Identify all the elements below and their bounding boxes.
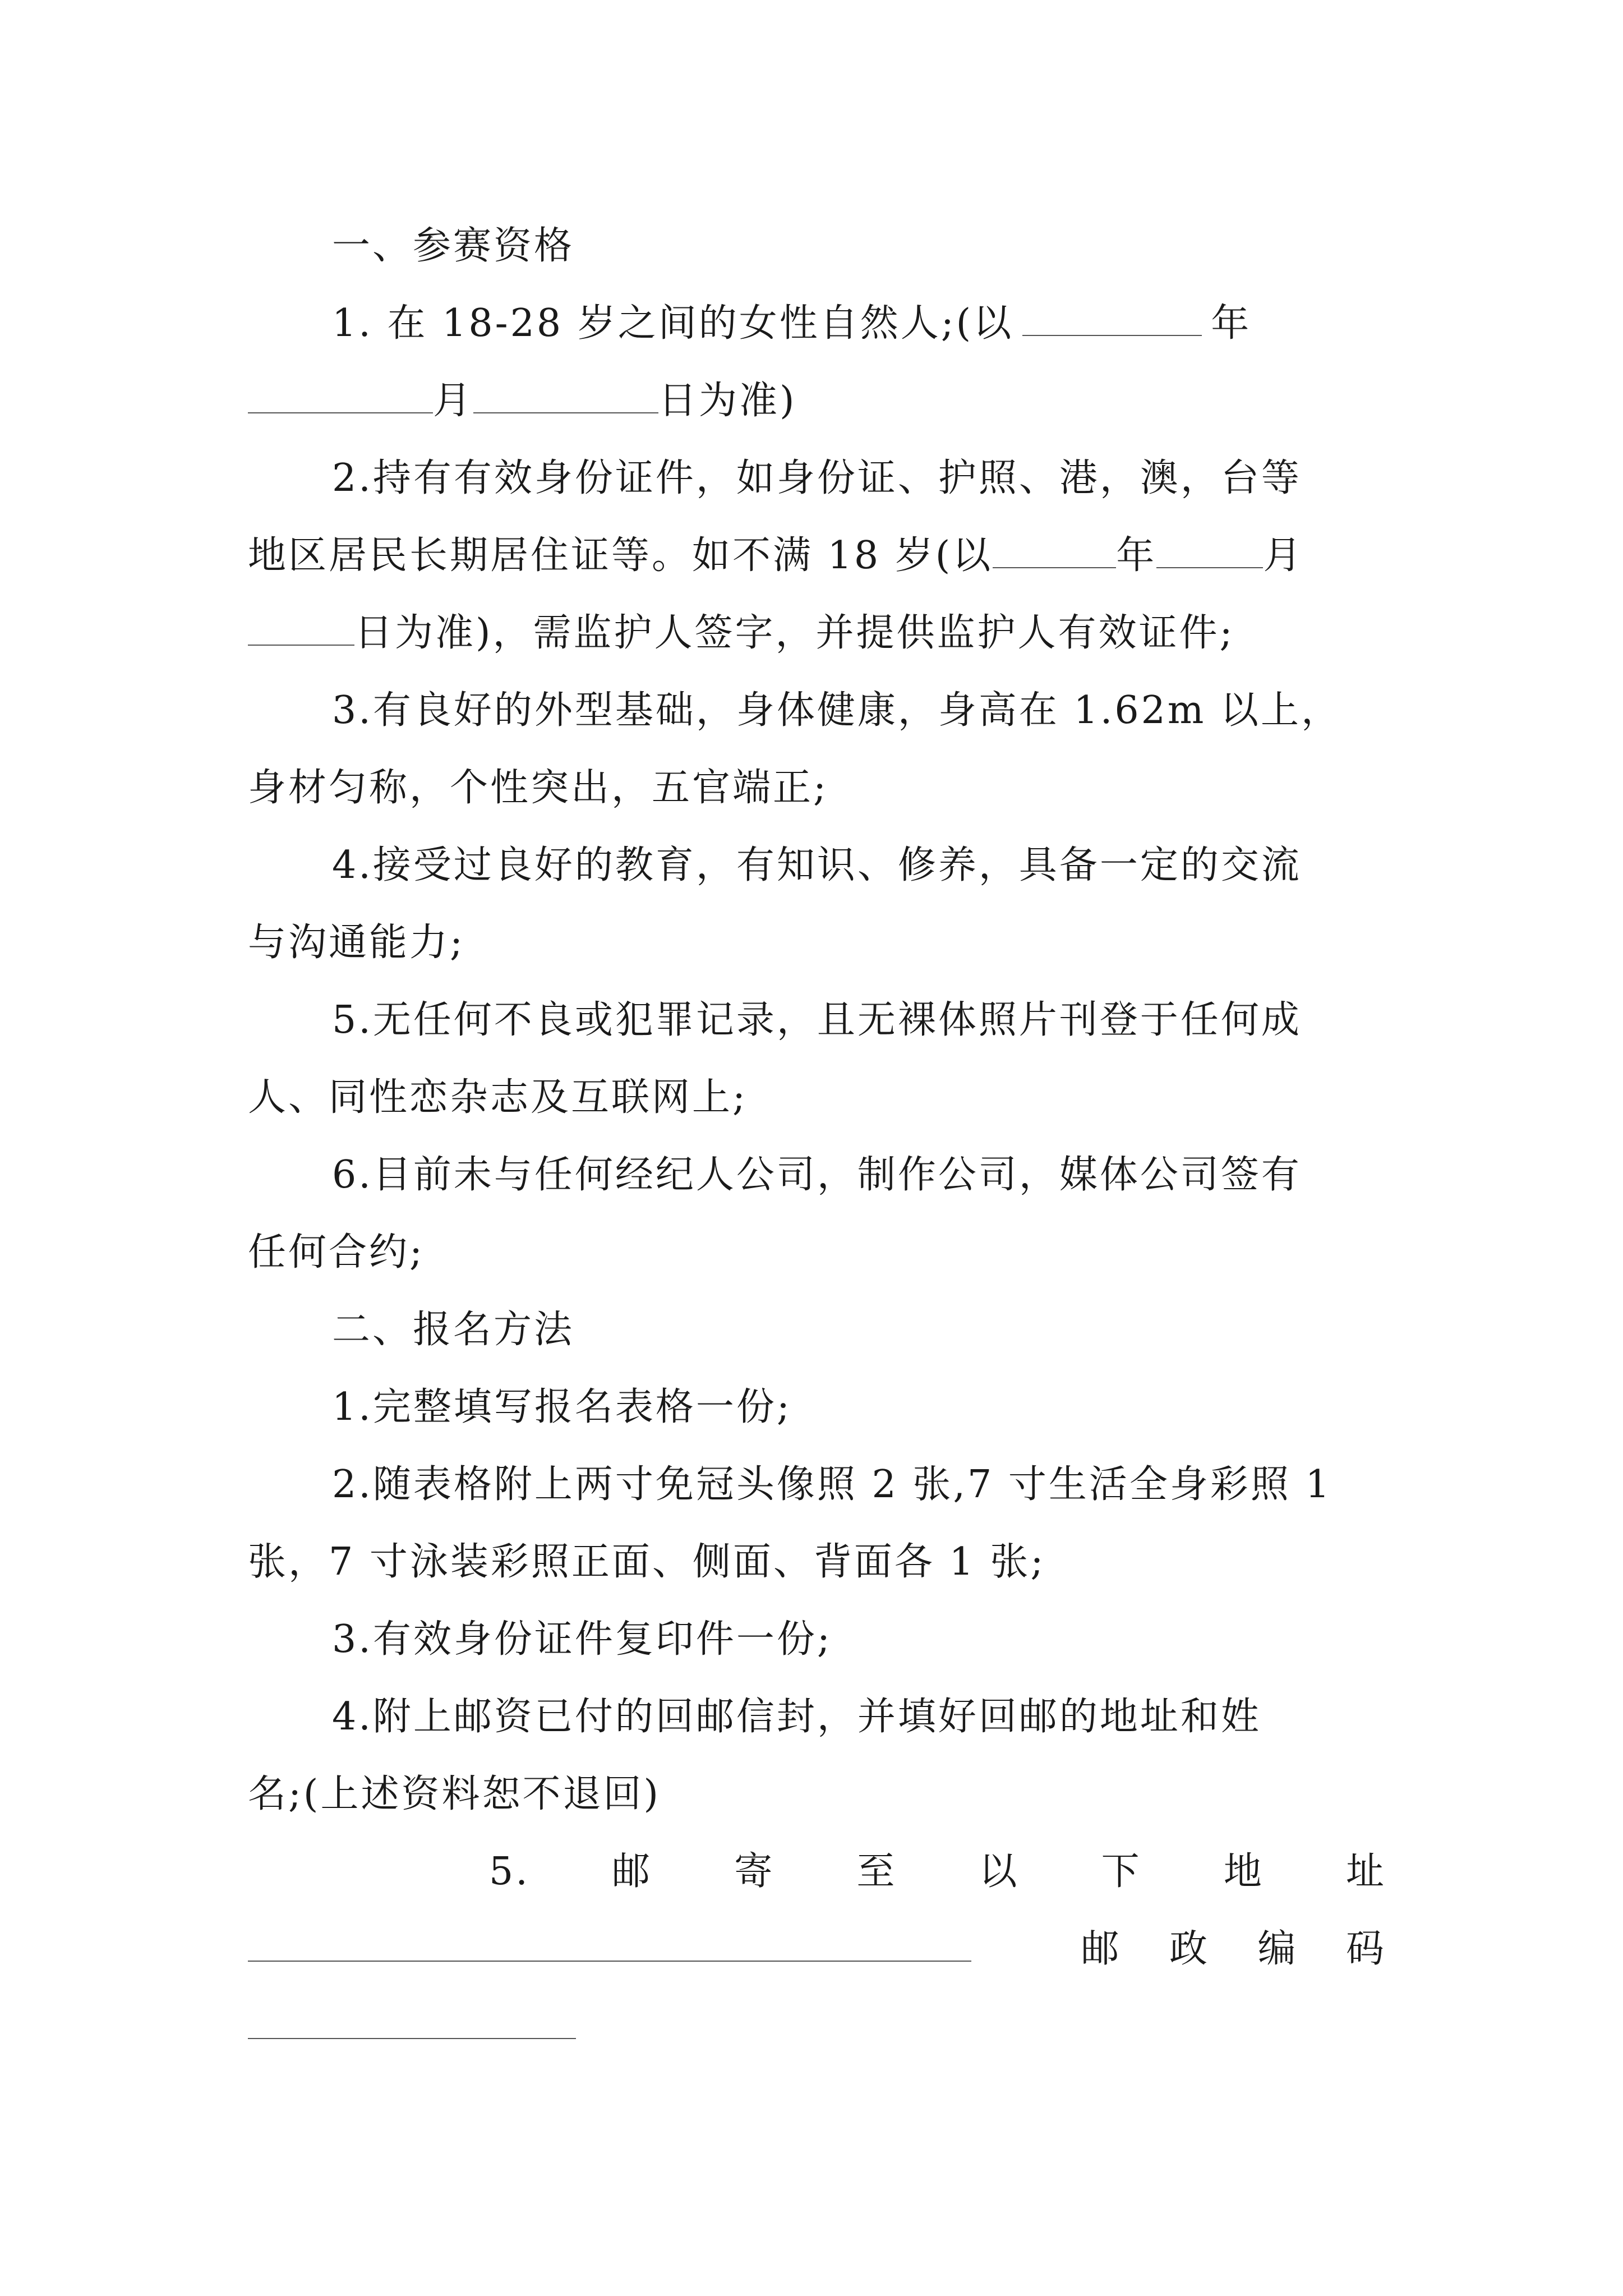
- item2-month-label: 月: [1263, 533, 1304, 578]
- item5-word: 以: [979, 1849, 1020, 1894]
- document-page: [248, 208, 1386, 2065]
- item5-word: 地: [1223, 1849, 1264, 1894]
- item2-line1: 2.持有有效身份证件，如身份证、护照、港，澳，台等: [332, 456, 1302, 500]
- item5-word: 址: [1345, 1849, 1386, 1894]
- item5-word: 寄: [734, 1849, 775, 1894]
- item3-line2: 身材匀称，个性突出，五官端正;: [248, 766, 828, 810]
- item2-line3-text: 日为准)，需监护人签字，并提供监护人有效证件;: [354, 611, 1235, 655]
- postal-word: 邮: [1081, 1927, 1122, 1971]
- item1-line2: [248, 362, 1386, 440]
- section1-heading: 一、参赛资格: [332, 224, 575, 268]
- item5-line2: 人、同性恋杂志及互联网上;: [248, 1075, 748, 1120]
- item2-day-blank[interactable]: [248, 611, 354, 646]
- method-item5-line3: [248, 1988, 1386, 2065]
- item5-word: 邮: [612, 1849, 653, 1894]
- item5-line1: 5.无任何不良或犯罪记录，且无裸体照片刊登于任何成: [332, 998, 1302, 1042]
- method-item2-line2: 张，7 寸泳装彩照正面、侧面、背面各 1 张;: [248, 1540, 1046, 1584]
- item6-line2: 任何合约;: [248, 1230, 425, 1274]
- method-item4-line2: 名;(上述资料恕不退回): [248, 1772, 661, 1816]
- item1-month-blank[interactable]: [248, 379, 433, 413]
- item1-text: 1. 在 18-28 岁之间的女性自然人;(以: [332, 301, 1014, 346]
- item2-text: 地区居民长期居住证等。如不满 18 岁(以: [248, 533, 993, 578]
- method-item4-line1: 4.附上邮资已付的回邮信封，并填好回邮的地址和姓: [332, 1695, 1261, 1739]
- item3-line1: 3.有良好的外型基础，身体健康，身高在 1.62m 以上，: [332, 688, 1341, 733]
- method-item5-line2: [248, 1911, 1386, 1988]
- item2-month-blank[interactable]: [1156, 533, 1263, 568]
- item2-year-blank[interactable]: [993, 533, 1116, 568]
- method-item5-line1: [248, 1833, 1386, 1911]
- item5-word: 至: [856, 1849, 897, 1894]
- item4-line2: 与沟通能力;: [248, 921, 465, 965]
- method-item2-line1: 2.随表格附上两寸免冠头像照 2 张,7 寸生活全身彩照 1: [332, 1462, 1332, 1507]
- item2-line3: [248, 595, 1386, 672]
- method-item3: 3.有效身份证件复印件一份;: [332, 1617, 832, 1662]
- item2-year-label: 年: [1116, 533, 1157, 578]
- item2-line2: [248, 517, 1386, 595]
- method-item1: 1.完整填写报名表格一份;: [332, 1385, 792, 1429]
- postal-word: 编: [1257, 1927, 1298, 1971]
- item1-month-label: 月: [433, 379, 474, 423]
- postal-word: 码: [1345, 1927, 1386, 1971]
- item1-year-label: 年: [1211, 301, 1252, 346]
- address-blank[interactable]: [248, 1927, 971, 1962]
- postal-code-blank[interactable]: [248, 2004, 576, 2039]
- section2-heading: 二、报名方法: [332, 1308, 575, 1352]
- postal-word: 政: [1169, 1927, 1210, 1971]
- item4-line1: 4.接受过良好的教育，有知识、修养，具备一定的交流: [332, 843, 1302, 887]
- item1-day-blank[interactable]: [473, 379, 658, 413]
- item6-line1: 6.目前未与任何经纪人公司，制作公司，媒体公司签有: [332, 1153, 1302, 1197]
- item5-number: 5.: [489, 1849, 530, 1894]
- item1-line1: [248, 285, 1386, 362]
- item1-year-blank[interactable]: [1022, 301, 1202, 336]
- item1-day-note: 日为准): [658, 379, 797, 423]
- item5-word: 下: [1101, 1849, 1142, 1894]
